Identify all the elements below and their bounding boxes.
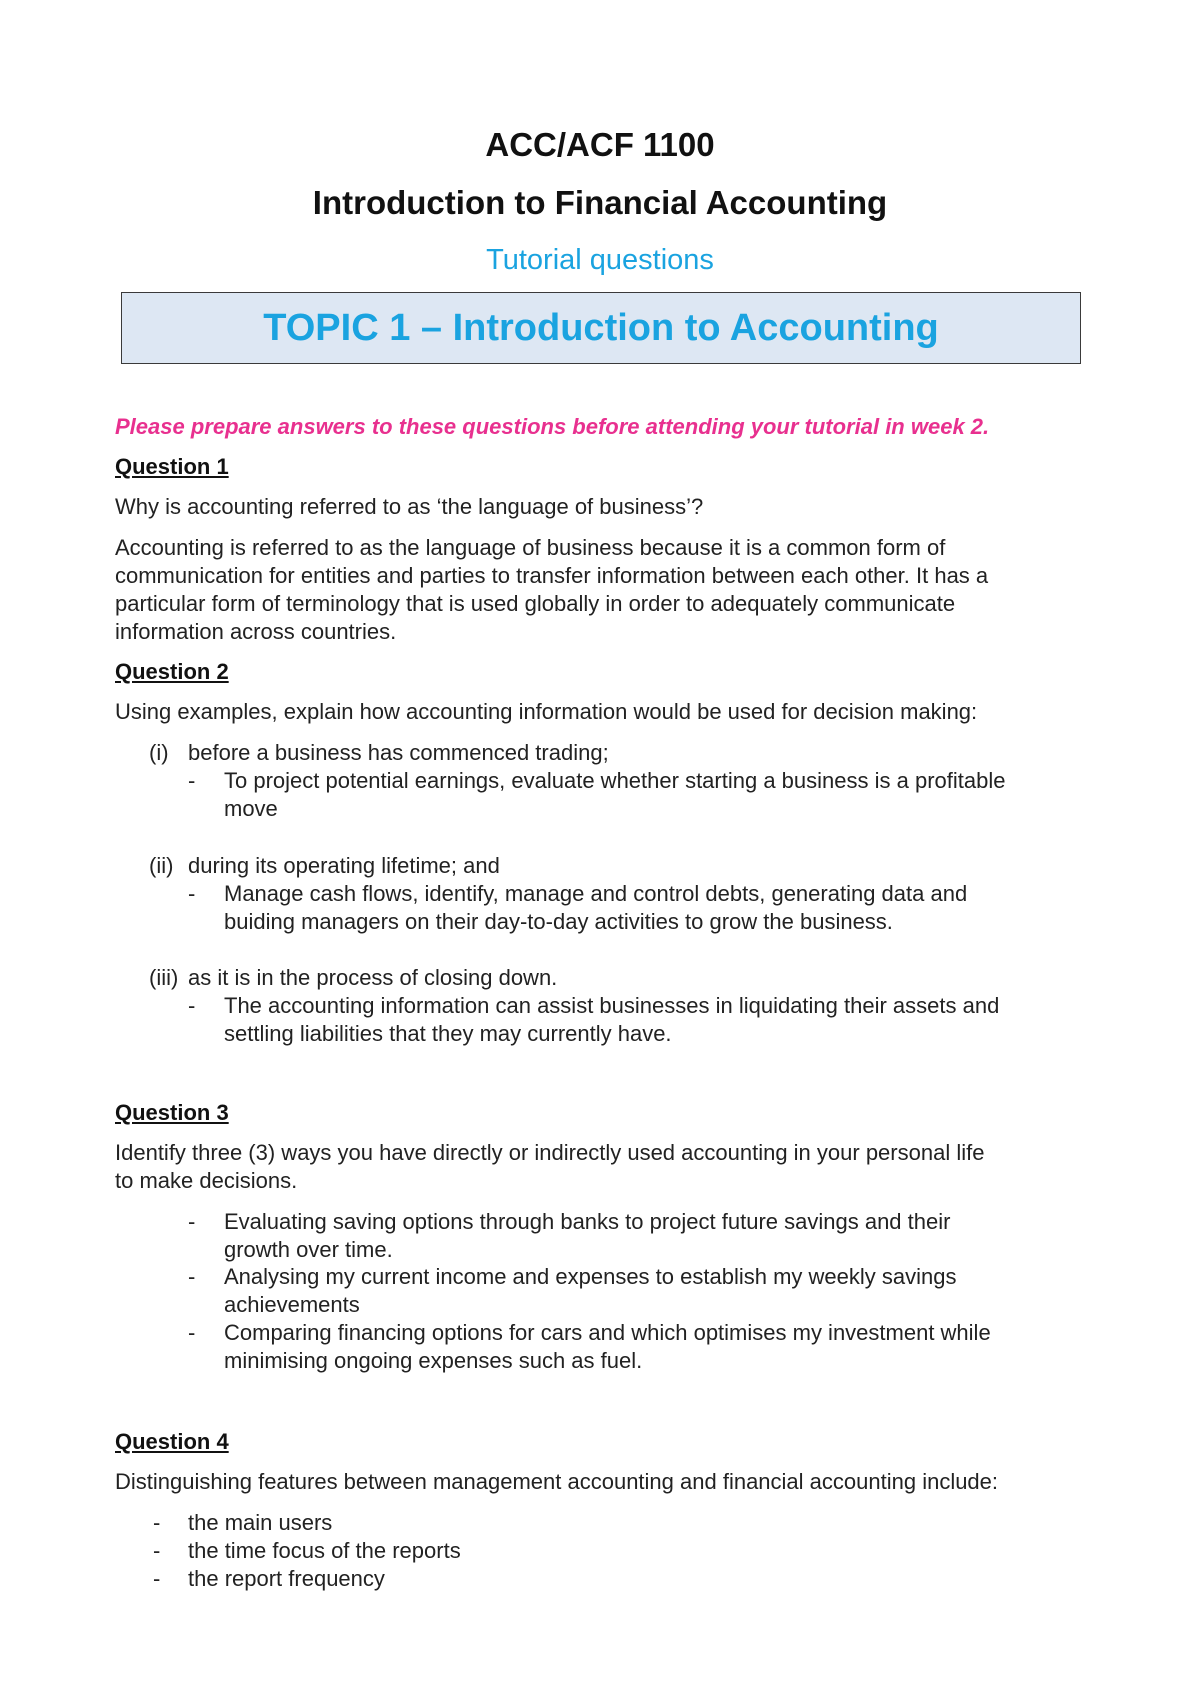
bullet-line: the time focus of the reports — [188, 1538, 461, 1563]
question-1-answer-line: particular form of terminology that is used globally in order to adequately communicate — [115, 591, 956, 616]
part-text: as it is in the process of closing down. — [188, 965, 558, 990]
bullet-line: the main users — [188, 1510, 333, 1535]
question-3-heading: Question 3 — [115, 1100, 229, 1125]
bullet-dash: - — [188, 993, 196, 1018]
part-answer-line: buiding managers on their day-to-day activities to grow the business. — [224, 909, 893, 934]
course-name: Introduction to Financial Accounting — [312, 184, 888, 221]
question-2-prompt: Using examples, explain how accounting information would be used for decision making: — [115, 699, 978, 724]
part-answer-line: Manage cash flows, identify, manage and control debts, generating data and — [224, 881, 968, 906]
question-4-prompt: Distinguishing features between management accounting and financial accounting include: — [115, 1469, 999, 1494]
bullet-line: achievements — [224, 1292, 360, 1317]
document-type: Tutorial questions — [486, 244, 714, 276]
question-2-heading: Question 2 — [115, 659, 229, 684]
question-4-heading: Question 4 — [115, 1429, 229, 1454]
part-numeral: (i) — [149, 740, 169, 765]
bullet-dash: - — [153, 1510, 161, 1535]
part-answer-line: To project potential earnings, evaluate whether starting a business is a profitable — [224, 768, 1006, 793]
part-numeral: (ii) — [149, 853, 174, 878]
bullet-dash: - — [188, 768, 196, 793]
bullet-dash: - — [188, 1209, 196, 1234]
bullet-dash: - — [188, 1320, 196, 1345]
question-1-answer-line: communication for entities and parties to transfer information between each other. It has a — [115, 563, 989, 588]
question-3-prompt-line: Identify three (3) ways you have directly or indirectly used accounting in your personal life — [115, 1140, 985, 1165]
part-answer-line: settling liabilities that they may currently have. — [224, 1021, 672, 1046]
bullet-line: Analysing my current income and expenses to establish my weekly savings — [224, 1264, 957, 1289]
question-3-prompt-line: to make decisions. — [115, 1168, 298, 1193]
part-text: during its operating lifetime; and — [188, 853, 500, 878]
bullet-line: minimising ongoing expenses such as fuel. — [224, 1348, 643, 1373]
bullet-dash: - — [188, 881, 196, 906]
bullet-dash: - — [153, 1566, 161, 1591]
part-answer-line: The accounting information can assist businesses in liquidating their assets and — [224, 993, 1000, 1018]
topic-banner — [121, 292, 1081, 364]
bullet-line: Comparing financing options for cars and which optimises my investment while — [224, 1320, 991, 1345]
question-1-answer-line: Accounting is referred to as the language of business because it is a common form of — [115, 535, 946, 560]
instruction-text: Please prepare answers to these questions before attending your tutorial in week 2. — [115, 414, 990, 439]
part-text: before a business has commenced trading; — [188, 740, 609, 765]
part-numeral: (iii) — [149, 965, 179, 990]
part-answer-line: move — [224, 796, 278, 821]
bullet-dash: - — [188, 1264, 196, 1289]
bullet-dash: - — [153, 1538, 161, 1563]
bullet-line: Evaluating saving options through banks to project future savings and their — [224, 1209, 951, 1234]
bullet-line: growth over time. — [224, 1237, 393, 1262]
question-1-answer-line: information across countries. — [115, 619, 397, 644]
topic-title: TOPIC 1 – Introduction to Accounting — [263, 306, 939, 349]
question-1-heading: Question 1 — [115, 454, 229, 479]
course-code: ACC/ACF 1100 — [485, 126, 715, 163]
bullet-line: the report frequency — [188, 1566, 385, 1591]
question-1-prompt: Why is accounting referred to as ‘the language of business’? — [115, 494, 704, 519]
